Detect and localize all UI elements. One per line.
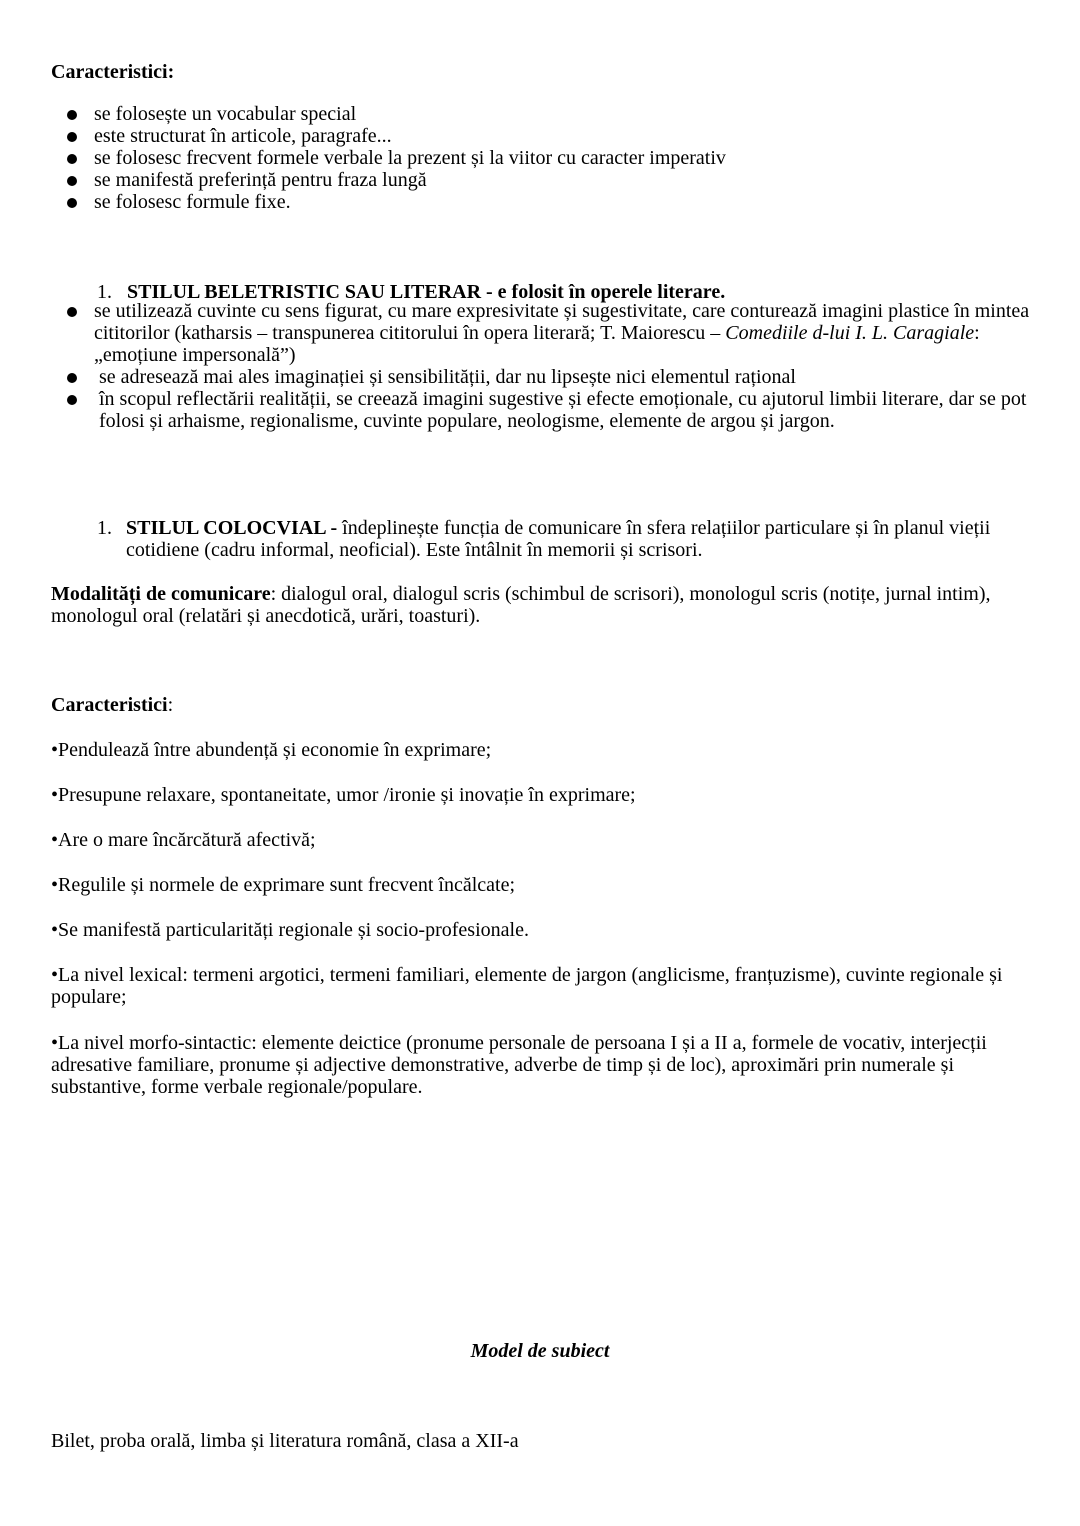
paragraph: •Se manifestă particularități regionale și socio-profesionale.	[51, 919, 529, 941]
title-text: STILUL BELETRISTIC SAU LITERAR - e folosit în operele literare.	[127, 281, 726, 303]
list-item	[51, 300, 1036, 366]
model-title: Model de subiect	[470, 1340, 610, 1362]
heading-text: Caracteristici	[51, 694, 168, 716]
title-description: îndeplinește funcția de comunicare în sfera relațiilor particulare și în planul vieții cotidiene (cadru informal, neoficial). Este întâlnit în memorii și scrisori.	[126, 517, 991, 561]
paragraph: •Are o mare încărcătură afectivă;	[51, 829, 316, 851]
list-item: în scopul reflectării realității, se creează imagini sugestive și efecte emoționale, cu ajutorul limbii literare, dar se pot folosi și arhaisme, regionalisme, cuvinte populare, neologisme, elemente de argou și jargon.	[51, 388, 1036, 432]
communication-modes	[51, 583, 991, 627]
style-title-colocvial	[97, 517, 1027, 561]
literar-list	[51, 300, 1036, 432]
paragraph: •Presupune relaxare, spontaneitate, umor /ironie și inovație în exprimare;	[51, 784, 636, 806]
list-item: se manifestă preferință pentru fraza lungă	[51, 169, 1031, 191]
heading-colon: :	[167, 694, 174, 716]
work-title: Comediile d-lui I. L. Caragiale	[725, 322, 975, 344]
paragraph: •La nivel lexical: termeni argotici, termeni familiari, elemente de jargon (anglicisme, franțuzisme), cuvinte regionale și populare;	[51, 964, 1003, 1008]
list-item: se folosesc formule fixe.	[51, 191, 1031, 213]
item-number: 1.	[97, 281, 112, 303]
modes-label: Modalități de comunicare	[51, 583, 271, 605]
title-text: STILUL COLOCVIAL -	[126, 517, 338, 539]
paragraph: •Pendulează între abundență și economie în exprimare;	[51, 739, 492, 761]
section-heading: Caracteristici:	[51, 61, 175, 83]
list-item: este structurat în articole, paragrafe...	[51, 125, 1031, 147]
paragraph: •Regulile și normele de exprimare sunt frecvent încălcate;	[51, 874, 516, 896]
modes-text: : dialogul oral, dialogul scris (schimbul de scrisori), monologul scris (notițe, jurnal intim), monologul oral (relatări și anecdotică, urări, toasturi).	[51, 583, 991, 627]
characteristics-list	[51, 103, 1031, 213]
list-item: se folosesc frecvent formele verbale la prezent și la viitor cu caracter imperativ	[51, 147, 1031, 169]
list-item: se folosește un vocabular special	[51, 103, 1031, 125]
list-item: se adresează mai ales imaginației și sensibilității, dar nu lipsește nici elementul rațional	[51, 366, 1036, 388]
list-item-text: : „emoțiune impersonală”)	[94, 322, 980, 366]
list-item-text: se utilizează cuvinte cu sens figurat, cu mare expresivitate și sugestivitate, care conturează imagini plastice în mintea cititorilor (katharsis – transpunerea cititorului în opera literară; T. Maiorescu –	[94, 300, 1030, 344]
item-number: 1.	[97, 517, 112, 539]
ticket-text: Bilet, proba orală, limba și literatura română, clasa a XII-a	[51, 1430, 519, 1452]
paragraph: •La nivel morfo-sintactic: elemente deictice (pronume personale de persoana I și a II a, formele de vocativ, interjecții adresative familiare, pronume și adjective demonstrative, adverbe de timp și de loc), aproximări prin numerale și substantive, forme verbale regionale/populare.	[51, 1032, 987, 1098]
section-heading	[51, 694, 173, 716]
